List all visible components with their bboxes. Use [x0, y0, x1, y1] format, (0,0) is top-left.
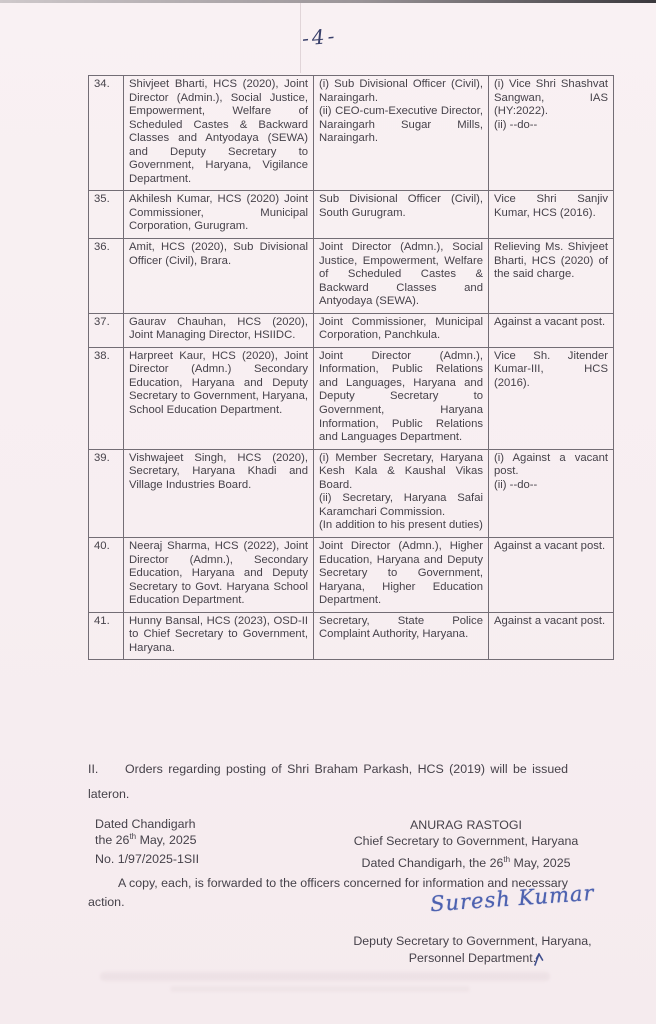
date-ordinal: th — [503, 854, 511, 864]
table-row — [89, 537, 614, 612]
dated-place: Dated Chandigarh — [95, 817, 196, 831]
scan-edge-strip — [0, 0, 656, 3]
cell-paragraph: (i) Member Secretary, Haryana Kesh Kala & Kaushal Vikas Board. — [319, 451, 483, 491]
officer-cell — [124, 76, 314, 191]
remarks-cell — [489, 76, 614, 191]
cell-paragraph: (i) Sub Divisional Officer (Civil), Naraingarh. — [319, 78, 483, 104]
dated-left-block — [95, 816, 197, 848]
scan-smudge — [170, 986, 470, 992]
cell-paragraph: Akhilesh Kumar, HCS (2020) Joint Commissioner, Municipal Corporation, Gurugram. — [129, 193, 308, 233]
para-ii — [88, 757, 568, 807]
reference-number: No. 1/97/2025-1SII — [95, 852, 200, 866]
officer-cell — [124, 191, 314, 239]
cell-paragraph: (i) Against a vacant post. — [494, 451, 608, 478]
cell-paragraph: Against a vacant post. — [494, 315, 606, 328]
cell-paragraph: Shivjeet Bharti, HCS (2020), Joint Director (Admin.), Social Justice, Empowerment, Welfare of Scheduled Castes & Backward Classes and Antyodaya (SEWA) and Deputy Secretary to Government, Haryana, Vigilance Department. — [129, 78, 308, 185]
remarks-cell — [489, 239, 614, 314]
cell-paragraph: Vice Shri Sanjiv Kumar, HCS (2016). — [494, 193, 608, 219]
officer-cell — [124, 449, 314, 537]
table-row — [89, 76, 614, 191]
deputy-line2: Personnel Department. — [408, 951, 537, 965]
serial-cell: 40. — [89, 537, 124, 612]
posting-cell — [314, 191, 489, 239]
serial-cell: 36. — [89, 239, 124, 314]
para-ii-marker: II. — [88, 762, 99, 776]
cell-paragraph: Harpreet Kaur, HCS (2020), Joint Director (Admn.) Secondary Education, Haryana and Deputy Secretary to Government, Haryana, School Education Department. — [129, 349, 308, 417]
cell-paragraph: Joint Director (Admn.), Information, Public Relations and Languages, Haryana and Deputy Secretary to Government, Haryana Information, Public Relations and Languages Department. — [319, 349, 483, 444]
cell-paragraph: (ii) --do-- — [494, 118, 538, 131]
serial-cell: 37. — [89, 313, 124, 347]
table-row — [89, 449, 614, 537]
remarks-cell — [489, 612, 614, 660]
date-ordinal: th — [129, 831, 137, 841]
officer-cell — [124, 537, 314, 612]
cell-paragraph: Joint Commissioner, Municipal Corporation, Panchkula. — [319, 315, 483, 342]
table-row — [89, 612, 614, 660]
cell-paragraph: Hunny Bansal, HCS (2023), OSD-II to Chief Secretary to Government, Haryana. — [129, 614, 308, 654]
table-row — [89, 313, 614, 347]
officer-cell — [124, 239, 314, 314]
posting-cell — [314, 76, 489, 191]
dated-date-rest: May, 2025 — [136, 833, 197, 847]
pen-mark-icon — [534, 953, 544, 971]
posting-cell — [314, 449, 489, 537]
serial-cell: 41. — [89, 612, 124, 660]
deputy-secretary-block — [345, 933, 600, 967]
remarks-cell — [489, 347, 614, 449]
serial-cell: 35. — [89, 191, 124, 239]
cell-paragraph: Relieving Ms. Shivjeet Bharti, HCS (2020) of the said charge. — [494, 241, 608, 281]
cell-paragraph: Vice Sh. Jitender Kumar-III, HCS (2016). — [494, 349, 608, 389]
table-row — [89, 239, 614, 314]
cell-paragraph: (ii) --do-- — [494, 478, 538, 491]
dated-right-text: Dated Chandigarh, the 26 — [361, 856, 504, 870]
officer-cell — [124, 612, 314, 660]
cell-paragraph: Sub Divisional Officer (Civil), South Gurugram. — [319, 193, 483, 219]
paper-fold-line — [300, 3, 301, 73]
table-row — [89, 347, 614, 449]
cell-paragraph: Secretary, State Police Complaint Authority, Haryana. — [319, 614, 483, 641]
remarks-cell — [489, 537, 614, 612]
cell-paragraph: (ii) CEO-cum-Executive Director, Naraingarh Sugar Mills, Naraingarh. — [319, 105, 483, 145]
scan-smudge — [100, 972, 550, 981]
signatory-title: Chief Secretary to Government, Haryana — [353, 834, 579, 848]
signatory-block — [352, 817, 580, 871]
cell-paragraph: Neeraj Sharma, HCS (2022), Joint Director (Admn.), Secondary Education, Haryana and Deputy Secretary to Govt. Haryana School Education Department. — [129, 539, 308, 607]
posting-cell — [314, 612, 489, 660]
remarks-cell — [489, 313, 614, 347]
para-ii-text: Orders regarding posting of Shri Braham Parkash, HCS (2019) will be issued lateron. — [88, 762, 568, 801]
serial-cell: 38. — [89, 347, 124, 449]
table-row — [89, 191, 614, 239]
cell-paragraph: Gaurav Chauhan, HCS (2020), Joint Managing Director, HSIIDC. — [129, 315, 308, 342]
cell-paragraph: Vishwajeet Singh, HCS (2020), Secretary, Haryana Khadi and Village Industries Board. — [129, 451, 308, 491]
transfer-order-table — [88, 75, 614, 660]
page-number: -4- — [301, 23, 339, 51]
deputy-line1: Deputy Secretary to Government, Haryana, — [353, 934, 592, 948]
dated-right-rest: May, 2025 — [510, 856, 571, 870]
cell-paragraph: Against a vacant post. — [494, 539, 606, 552]
cell-paragraph: (In addition to his present duties) — [319, 519, 483, 532]
cell-paragraph: Amit, HCS (2020), Sub Divisional Officer (Civil), Brara. — [129, 241, 308, 267]
officer-cell — [124, 347, 314, 449]
handwritten-signature: Suresh Kumar — [429, 880, 596, 917]
dated-right — [352, 855, 580, 871]
officer-cell — [124, 313, 314, 347]
remarks-cell — [489, 191, 614, 239]
copy-forward-paragraph: A copy, each, is forwarded to the officers concerned for information and necessary action. — [88, 876, 568, 909]
serial-cell: 34. — [89, 76, 124, 191]
signatory-name: ANURAG RASTOGI — [410, 818, 522, 832]
posting-cell — [314, 347, 489, 449]
posting-cell — [314, 537, 489, 612]
cell-paragraph: Joint Director (Admn.), Social Justice, Empowerment, Welfare of Scheduled Castes & Backward Classes and Antyodaya (SEWA). — [319, 241, 483, 308]
cell-paragraph: Against a vacant post. — [494, 614, 606, 627]
serial-cell: 39. — [89, 449, 124, 537]
posting-cell — [314, 239, 489, 314]
cell-paragraph: (i) Vice Shri Shashvat Sangwan, IAS (HY:2022). — [494, 78, 608, 118]
cell-paragraph: Joint Director (Admn.), Higher Education, Haryana and Deputy Secretary to Government, Haryana, Higher Education Department. — [319, 539, 483, 607]
remarks-cell — [489, 449, 614, 537]
posting-cell — [314, 313, 489, 347]
dated-date: the 26 — [95, 833, 130, 847]
cell-paragraph: (ii) Secretary, Haryana Safai Karamchari Commission. — [319, 492, 483, 518]
